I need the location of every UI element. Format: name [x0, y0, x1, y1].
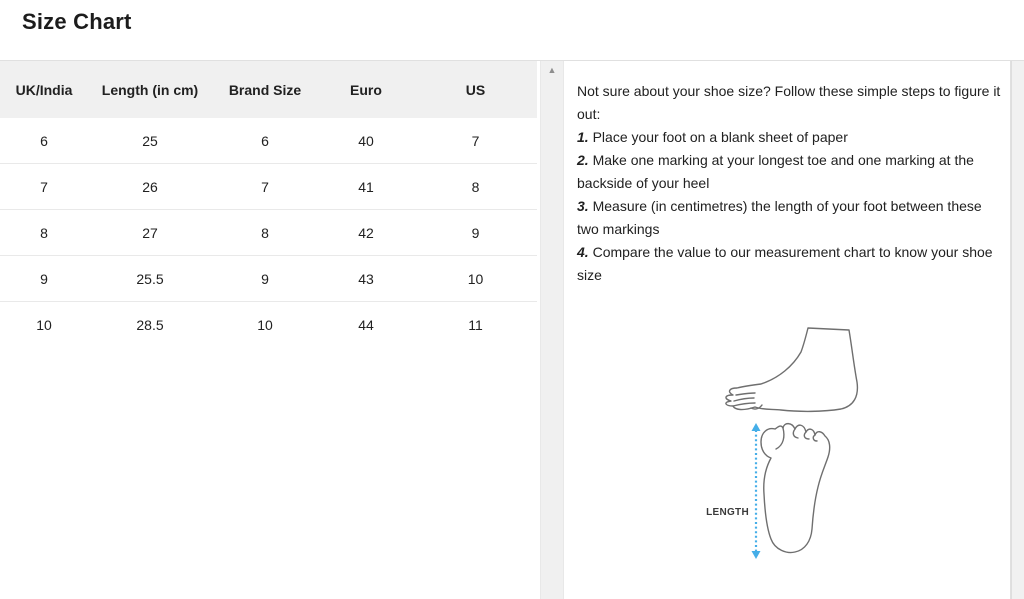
foot-measurement-diagram-icon	[691, 318, 881, 564]
page-title: Size Chart	[22, 9, 132, 34]
step-text: Place your foot on a blank sheet of paper	[592, 129, 848, 145]
column-header-brand-size: Brand Size	[228, 81, 302, 98]
step-number: 4.	[577, 244, 589, 260]
cell-us: 7	[471, 132, 480, 149]
instruction-step	[577, 241, 1005, 287]
cell-brand-size: 8	[261, 224, 269, 241]
cell-length: 27	[142, 224, 158, 241]
cell-length: 28.5	[136, 317, 164, 333]
table-row	[0, 210, 537, 256]
step-text: Compare the value to our measurement chart to know your shoe size	[577, 244, 993, 283]
window-scrollbar[interactable]	[1011, 61, 1024, 599]
cell-length: 26	[142, 178, 158, 195]
cell-us: 8	[471, 178, 480, 195]
cell-euro: 40	[358, 132, 374, 149]
instructions-text	[577, 80, 1005, 287]
instructions-intro: Not sure about your shoe size? Follow these simple steps to figure it out:	[577, 83, 1001, 122]
step-text: Measure (in centimetres) the length of your foot between these two markings	[577, 198, 982, 237]
cell-euro: 43	[358, 270, 374, 287]
cell-uk-india: 9	[40, 270, 48, 287]
cell-uk-india: 8	[40, 224, 48, 241]
size-chart-modal-body	[0, 60, 1024, 599]
step-number: 2.	[577, 152, 589, 168]
instruction-step	[577, 149, 1005, 195]
cell-length: 25.5	[136, 270, 164, 287]
column-header-length: Length (in cm)	[101, 81, 199, 98]
instruction-step	[577, 126, 1005, 149]
cell-us: 11	[468, 317, 483, 333]
table-row	[0, 256, 537, 302]
cell-brand-size: 6	[261, 132, 269, 149]
column-header-uk-india: UK/India	[15, 81, 73, 98]
step-text: Make one marking at your longest toe and one marking at the backside of your heel	[577, 152, 974, 191]
cell-uk-india: 6	[40, 132, 48, 149]
length-label: LENGTH	[706, 507, 749, 518]
instruction-step	[577, 195, 1005, 241]
step-number: 3.	[577, 198, 589, 214]
column-header-us: US	[465, 81, 486, 98]
scroll-up-icon[interactable]: ▲	[547, 65, 557, 75]
cell-brand-size: 10	[257, 317, 273, 333]
cell-uk-india: 7	[40, 178, 48, 195]
size-table-header-row	[0, 61, 537, 118]
measurement-instructions-panel	[564, 61, 1011, 599]
cell-us: 10	[467, 270, 484, 287]
cell-euro: 41	[358, 178, 374, 195]
step-number: 1.	[577, 129, 589, 145]
cell-brand-size: 9	[261, 270, 269, 287]
table-row	[0, 302, 537, 348]
table-scrollbar[interactable]	[540, 61, 564, 599]
cell-uk-india: 10	[36, 317, 52, 333]
table-row	[0, 164, 537, 210]
foot-sole-outline	[761, 424, 830, 553]
cell-euro: 42	[358, 224, 374, 241]
table-row	[0, 118, 537, 164]
cell-length: 25	[142, 132, 158, 149]
size-table	[0, 61, 537, 599]
cell-us: 9	[471, 224, 480, 241]
column-header-euro: Euro	[350, 81, 382, 98]
cell-euro: 44	[358, 317, 374, 333]
cell-brand-size: 7	[261, 178, 269, 195]
